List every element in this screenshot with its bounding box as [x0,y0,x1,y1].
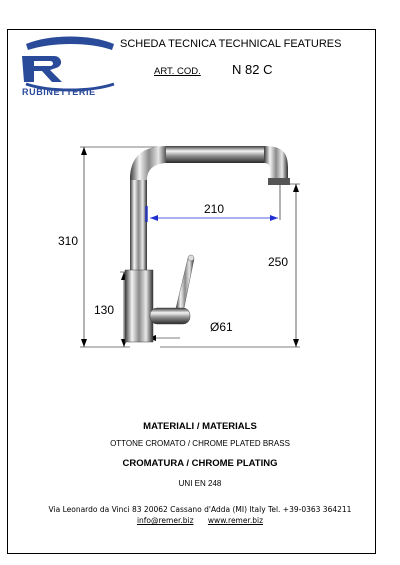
email-link[interactable]: info@remer.biz [136,516,194,525]
materials-title: MATERIALI / MATERIALS [143,421,257,432]
art-cod-label: ART. COD. [154,66,201,77]
company-address: Via Leonardo da Vinci 83 20062 Cassano d'Adda (MI) Italy Tel. +39-0363 364211 [48,505,352,514]
spout-height-label: 250 [268,255,289,269]
total-height-label: 310 [58,234,79,248]
contact-links [0,516,400,525]
article-code: N 82 C [232,62,273,77]
standard-label: UNI EN 248 [178,479,222,488]
spout-reach-label: 210 [204,202,225,216]
sheet-title: SCHEDA TECNICA TECHNICAL FEATURES [120,38,342,50]
faucet-drawing [125,146,290,342]
base-diameter-label: Ø61 [210,320,233,334]
brand-subtitle: RUBINETTERIE [22,87,96,97]
remer-logo [22,37,114,91]
base-height-label: 130 [94,303,115,317]
website-link[interactable]: www.remer.biz [207,516,264,525]
finish-title: CROMATURA / CHROME PLATING [122,458,278,469]
material-description: OTTONE CROMATO / CHROME PLATED BRASS [110,439,290,448]
